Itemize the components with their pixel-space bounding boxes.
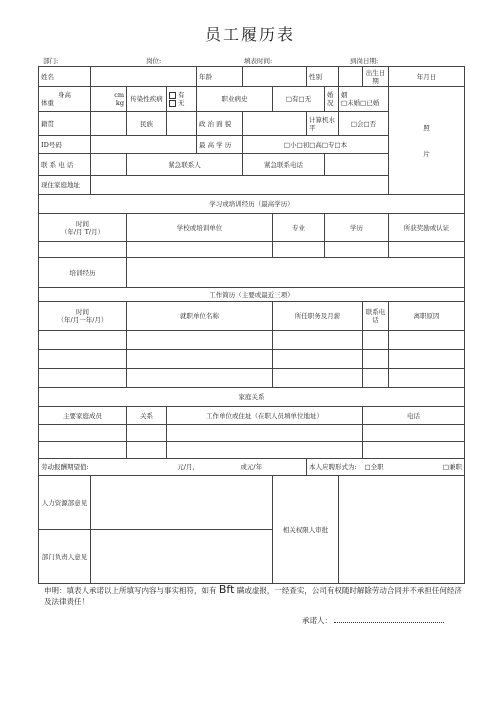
work-cell[interactable]: [389, 369, 465, 388]
dept-opinion-label: 部门负责人意见: [39, 530, 91, 584]
position-label: 岗位:: [146, 57, 162, 65]
approval-value[interactable]: [339, 476, 465, 584]
family-col-relation: 关系: [127, 407, 167, 425]
work-cell[interactable]: [39, 369, 127, 388]
age-value[interactable]: [243, 67, 307, 87]
family-cell[interactable]: [363, 425, 465, 442]
hr-opinion-value[interactable]: [91, 476, 273, 530]
dept-opinion-value[interactable]: [91, 530, 273, 584]
checkbox-icon[interactable]: [169, 92, 176, 99]
form-title: 员工履历表: [204, 25, 295, 44]
work-col-job: 所任职务及月薪: [273, 302, 363, 331]
family-cell[interactable]: [39, 425, 127, 442]
infectious-options[interactable]: [167, 87, 197, 112]
work-cell[interactable]: [389, 350, 465, 369]
computer-options[interactable]: □会□否: [339, 112, 389, 136]
address-value[interactable]: [91, 176, 465, 195]
study-col-award: 所获奖励或认证: [389, 214, 465, 242]
work-col-time: [39, 302, 127, 331]
work-cell[interactable]: [389, 331, 465, 350]
height-weight-units[interactable]: [91, 87, 127, 112]
study-cell[interactable]: [127, 242, 273, 258]
name-value[interactable]: [91, 67, 197, 87]
native-value[interactable]: [91, 112, 127, 136]
infectious-yes: 有: [178, 91, 185, 99]
occupational-options[interactable]: □有□无: [273, 87, 325, 112]
department-label: 部门:: [43, 57, 59, 65]
work-cell[interactable]: [273, 350, 363, 369]
study-cell[interactable]: [273, 242, 325, 258]
marital-char-1: 婚: [327, 91, 334, 99]
work-cell[interactable]: [127, 350, 273, 369]
birth-date-value[interactable]: 年月日: [389, 67, 465, 87]
height-unit: cm: [114, 91, 124, 99]
education-options[interactable]: □小□初□高□专□本: [243, 136, 389, 154]
marital-options[interactable]: [339, 87, 389, 112]
marital-char-2: 况: [327, 99, 334, 107]
weight-label: 体重: [41, 99, 54, 107]
study-section-title: 学习或培训经历（最高学历）: [39, 195, 465, 214]
arrival-date-label: 到岗日期:: [350, 57, 379, 65]
hr-opinion-label: 人力资源部意见: [39, 476, 91, 530]
work-col-company: 就职单位名称: [127, 302, 273, 331]
study-col-school: 学校或培训单位: [127, 214, 273, 242]
family-cell[interactable]: [363, 442, 465, 459]
contact-label: 联 系 电 话: [39, 154, 91, 176]
study-col-major: 专业: [273, 214, 325, 242]
signature-area: [302, 615, 444, 626]
training-label: 培训经历: [39, 258, 127, 288]
height-label: 身高: [58, 91, 71, 99]
family-section-title: 家庭关系: [39, 388, 465, 407]
political-value[interactable]: [243, 112, 307, 136]
political-label: 政 治 面 貌: [197, 112, 243, 136]
fulltime-option[interactable]: □全职: [363, 459, 389, 476]
work-cell[interactable]: [127, 331, 273, 350]
declaration-part-1: 申明：填表人承诺以上所填写内容与事实相符，如有: [44, 586, 219, 595]
signer-label: 承诺人：: [302, 616, 332, 625]
family-col-unit: 工作单位或住址（在职人员填单位地址）: [167, 407, 363, 425]
family-col-member: 主要家庭成员: [39, 407, 127, 425]
family-cell[interactable]: [167, 442, 363, 459]
photo-char-2: 片: [423, 149, 430, 158]
declaration-big-text: Bft: [218, 583, 235, 596]
work-cell[interactable]: [363, 350, 389, 369]
emergency-label: 紧急联系人: [127, 154, 243, 176]
marital-label-left: [325, 87, 339, 112]
study-time-label: 时间: [76, 219, 89, 228]
infectious-no: 无: [178, 99, 185, 107]
work-time-sub: （年/月一年/月）: [57, 316, 108, 324]
study-col-time: [39, 214, 127, 242]
checkbox-icon[interactable]: [169, 100, 176, 107]
study-cell[interactable]: [39, 242, 127, 258]
work-cell[interactable]: [363, 369, 389, 388]
work-section-title: 工作简历（主要或最近三项）: [39, 288, 465, 302]
declaration-part-2: 瞒或虚报，一经查实，公司有权随时解除劳动合同并不承担任何经济及法律责任！: [44, 586, 462, 606]
occupational-label: 职业病史: [197, 87, 273, 112]
family-cell[interactable]: [127, 425, 167, 442]
emergency-phone-label: 紧急联系电话: [243, 154, 325, 176]
family-cell[interactable]: [127, 442, 167, 459]
age-label: 年龄: [197, 67, 243, 87]
gender-label: 性别: [307, 67, 339, 87]
native-label: 籍贯: [39, 112, 91, 136]
study-cell[interactable]: [389, 242, 465, 258]
fill-time-label: 填表时间:: [244, 57, 273, 65]
study-time-sub: （年/月 T/月）: [60, 227, 105, 236]
infectious-label: 传染性疾病: [127, 87, 167, 112]
family-col-phone: 电话: [363, 407, 465, 425]
training-value[interactable]: [127, 258, 465, 288]
height-weight-labels: [39, 87, 91, 112]
salary-label: 劳动报酬期望值:: [39, 459, 127, 476]
family-cell[interactable]: [39, 442, 127, 459]
computer-label: 计算机水平: [307, 112, 339, 136]
address-label: 现住家庭地址: [39, 176, 91, 195]
birth-date-label: 出生日期: [363, 67, 389, 87]
study-col-degree: 学历: [325, 214, 389, 242]
work-col-reason: 离职原因: [389, 302, 465, 331]
work-cell[interactable]: [39, 331, 127, 350]
id-value[interactable]: [91, 136, 197, 154]
declaration-text: [44, 584, 464, 607]
contact-value[interactable]: [91, 154, 127, 176]
emergency-phone-value[interactable]: [325, 154, 389, 176]
gender-value[interactable]: [339, 67, 363, 87]
marital-char-3: 姻: [341, 91, 348, 99]
work-cell[interactable]: [39, 350, 127, 369]
employment-form-label: 本人应聘形式为:: [307, 459, 363, 476]
work-cell[interactable]: [363, 331, 389, 350]
work-cell[interactable]: [273, 331, 363, 350]
approval-label: 相关权限人审批: [273, 476, 339, 584]
resume-form-table: [38, 66, 465, 584]
parttime-option[interactable]: □兼职: [389, 459, 465, 476]
weight-unit: kg: [115, 99, 124, 107]
ethnic-value[interactable]: [167, 112, 197, 136]
work-cell[interactable]: [273, 369, 363, 388]
salary-monthly[interactable]: 元/月,: [127, 459, 197, 476]
photo-char-1: 照: [423, 123, 430, 132]
id-label: ID号码: [39, 136, 91, 154]
work-time-label: 时间: [76, 308, 89, 316]
name-label: 姓名: [39, 67, 91, 87]
signature-line[interactable]: [334, 616, 444, 623]
education-label: 最 高 学 历: [197, 136, 243, 154]
study-cell[interactable]: [325, 242, 389, 258]
ethnic-label: 民族: [127, 112, 167, 136]
work-col-phone: 联系电话: [363, 302, 389, 331]
marital-choice: □未婚□已婚: [341, 99, 380, 107]
family-cell[interactable]: [167, 425, 363, 442]
salary-yearly[interactable]: 或元/年: [197, 459, 307, 476]
work-cell[interactable]: [127, 369, 273, 388]
